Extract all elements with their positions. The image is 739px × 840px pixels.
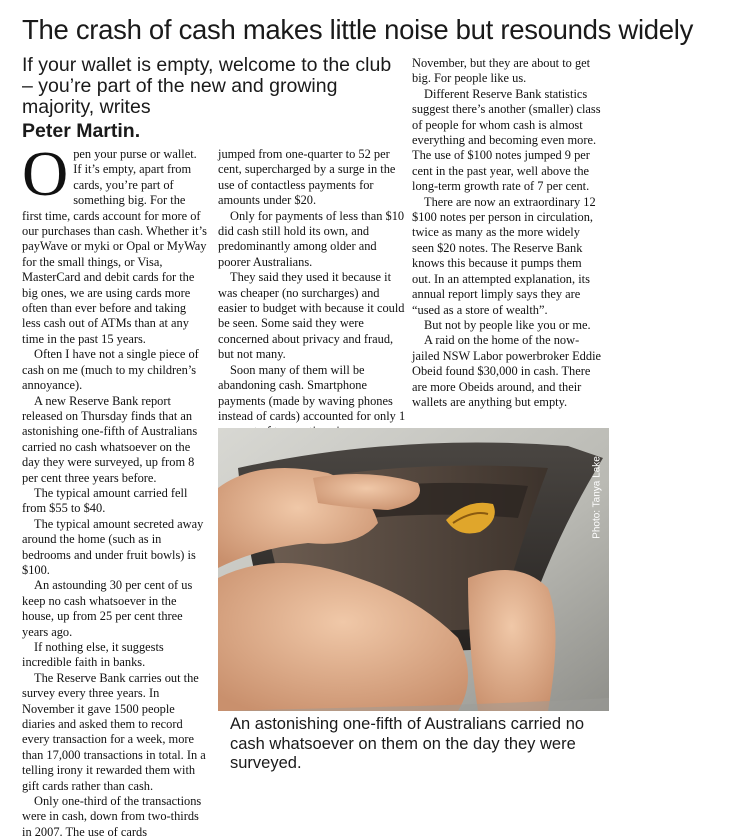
body-paragraph: November, but they are about to get big. For people like us. xyxy=(412,56,591,86)
body-paragraph: A raid on the home of the now-jailed NSW Labor powerbroker Eddie Obeid found $30,000 in cash. There are more Obeids around, and their wallets are anything but empty. xyxy=(412,333,602,409)
body-paragraph: Often I have not a single piece of cash on me (much to my children’s annoyance). xyxy=(22,347,199,393)
body-paragraph: An astounding 30 per cent of us keep no cash whatsoever in the house, up from 25 per cent three years ago. xyxy=(22,578,193,639)
body-paragraph: Soon many of them will be abandoning cash. Smartphone payments (made by waving phones instead of cards) accounted for only 1 xyxy=(218,362,406,423)
paragraph-text: pen your purse or wallet. If it’s empty, apart from cards, you’re part of something big. For the first time, cards account for more of our purchases than cash. Whether it’s payWave or myki or Opal or MyWay for the small things, or Visa, MasterCard and debit cards for the big ones, we are using cards more often than ever before and taking less cash out of ATMs than at any time in the past 15 years. xyxy=(22,147,207,346)
photo-credit: Photo: Tanya Lake xyxy=(591,456,603,539)
drop-cap: O xyxy=(22,138,69,209)
body-column-3 xyxy=(412,56,602,410)
standfirst: If your wallet is empty, welcome to the club – you’re part of the new and growing majority, writes xyxy=(22,54,392,118)
body-paragraph: But not by people like you or me. xyxy=(424,317,591,332)
byline-name: Peter Martin xyxy=(22,120,135,142)
body-paragraph: Different Reserve Bank statistics suggest there’s another (smaller) class of people for whom cash is almost everything and becoming even more. The use of $100 notes jumped 9 per cent in the past year, well above the long-term growth rate of 7 per cent. xyxy=(412,86,601,194)
body-paragraph xyxy=(22,138,207,347)
headline: The crash of cash makes little noise but resounds widely xyxy=(22,14,694,45)
body-paragraph: Only one-third of the transactions were in cash, down from two-thirds in 2007. The use of cards xyxy=(22,794,202,839)
body-paragraph: If nothing else, it suggests incredible faith in banks. xyxy=(22,640,164,670)
body-paragraph: Only for payments of less than $10 did cash still hold its own, and predominantly among older and poorer Australians. xyxy=(218,208,405,269)
body-paragraph: There are now an extraordinary 12 $100 notes per person in circulation, twice as many as the more widely seen $20 notes. The Reserve Bank knows this because it pumps them out. In an attempted explanation, its annual report limply says they are “used as a store of wealth”. xyxy=(412,194,596,317)
body-paragraph: jumped from one-quarter to 52 per cent, supercharged by a surge in the use of contactless payments for amounts under $20. xyxy=(218,147,396,208)
body-paragraph: The typical amount secreted away around the home (such as in bedrooms and under fruit bowls) is $100. xyxy=(22,516,204,577)
byline-punct: . xyxy=(134,120,141,142)
body-paragraph: A new Reserve Bank report released on Thursday finds that an astonishing one-fifth of Australians carried no cash whatsoever on the day they were surveyed, up from 8 per cent three years before. xyxy=(22,393,198,485)
body-column-2 xyxy=(218,147,406,440)
body-paragraph: The Reserve Bank carries out the survey every three years. In November it gave 1500 people diaries and asked them to record every transaction for a week, more than 17,000 transactions in total. In a telling irony it rewarded them with gift cards rather than cash. xyxy=(22,670,206,793)
body-column-1 xyxy=(22,138,207,840)
body-paragraph: They said they used it because it was cheaper (no surcharges) and easier to budget with because it could be seen. Some said they were concerned about privacy and fraud, but not many. xyxy=(218,270,405,362)
body-paragraph: The typical amount carried fell from $55 to $40. xyxy=(22,485,188,516)
photo-credit-wrap xyxy=(589,440,605,560)
wallet-illustration xyxy=(218,428,609,711)
photo-caption: An astonishing one-fifth of Australians carried no cash whatsoever on them on the day they were surveyed. xyxy=(230,715,585,772)
wallet-photo xyxy=(218,428,609,711)
